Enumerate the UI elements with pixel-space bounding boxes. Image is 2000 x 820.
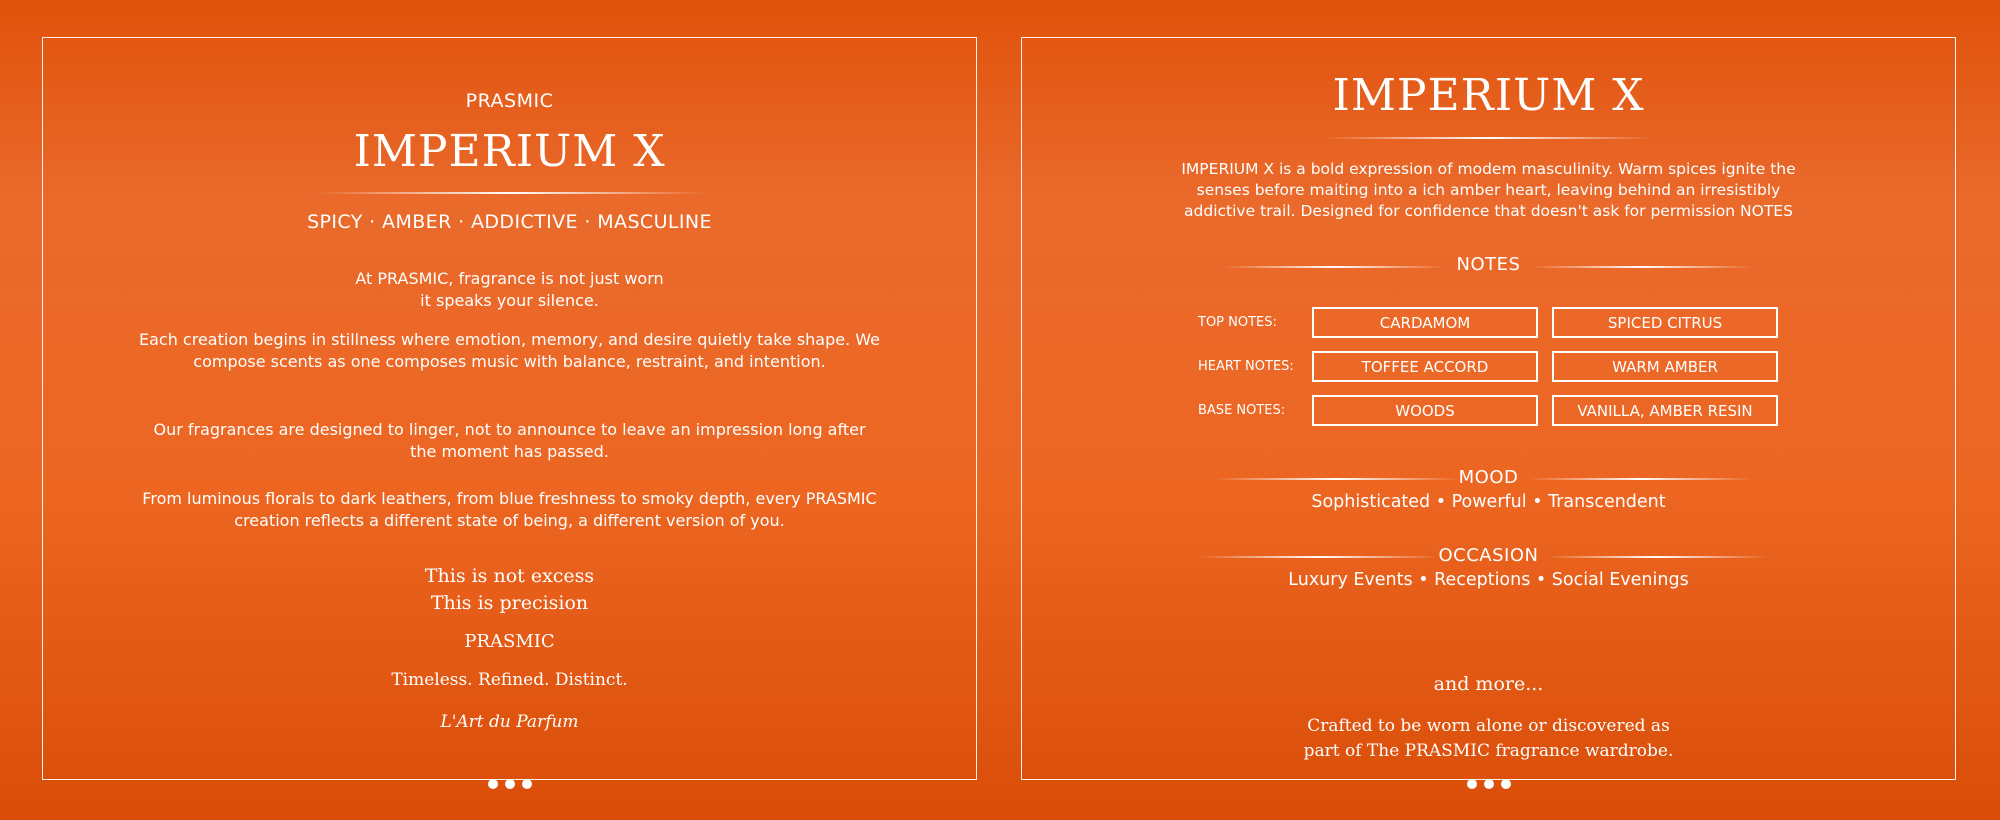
mood-rule-right [1530,478,1752,480]
title-divider [316,192,706,194]
closing-text [1022,714,1955,764]
top-notes-label: TOP NOTES: [1198,315,1277,330]
product-tagline: SPICY · AMBER · ADDICTIVE · MASCULINE [307,211,712,233]
intro-text [43,268,976,312]
intro-line: At PRASMIC, fragrance is not just worn [355,269,664,288]
title-divider [1324,137,1654,139]
note-tag: VANILLA, AMBER RESIN [1552,395,1778,426]
brand-signature: PRASMIC [464,631,555,652]
mood-values: Sophisticated • Powerful • Transcendent [1311,492,1666,512]
paragraph: Each creation begins in stillness where emotion, memory, and desire quietly take shape. We compose scents as one composes music with balance, restraint, and intention. [138,330,881,371]
note-tag: TOFFEE ACCORD [1312,351,1538,382]
page-dot[interactable] [1501,779,1511,789]
intro-line: it speaks your silence. [420,291,599,310]
right-panel [1021,37,1956,780]
note-tag: WOODS [1312,395,1538,426]
closing-line: part of The PRASMIC fragrance wardrobe. [1303,741,1674,761]
and-more-text: and more... [1433,673,1544,695]
note-tag: WARM AMBER [1552,351,1778,382]
motto-line: This is precision [430,592,589,614]
motto-line: This is not excess [424,565,595,587]
product-title: IMPERIUM X [353,126,666,177]
mood-heading: MOOD [1458,467,1519,488]
note-tag: SPICED CITRUS [1552,307,1778,338]
notes-heading: NOTES [1456,254,1521,275]
closing-line: Crafted to be worn alone or discovered as [1307,716,1670,736]
heart-notes-label: HEART NOTES: [1198,359,1294,374]
page-dot[interactable] [1484,779,1494,789]
page-dot[interactable] [1467,779,1477,789]
notes-rule-right [1532,266,1752,268]
product-title: IMPERIUM X [1332,70,1645,121]
top-notes-row [1198,307,1792,338]
page-dot[interactable] [522,779,532,789]
page-dots[interactable] [1467,779,1511,789]
heart-notes-row [1198,351,1792,382]
page-dot[interactable] [505,779,515,789]
brand-label: PRASMIC [465,90,554,112]
script-tagline: L'Art du Parfum [440,712,579,732]
page-dots[interactable] [488,779,532,789]
left-panel [42,37,977,780]
note-tag: CARDAMOM [1312,307,1538,338]
base-notes-label: BASE NOTES: [1198,403,1286,418]
page-dot[interactable] [488,779,498,789]
occasion-rule-right [1546,556,1767,558]
base-notes-row [1198,395,1792,426]
slogan: Timeless. Refined. Distinct. [391,670,628,690]
motto [43,563,976,617]
occasion-values: Luxury Events • Receptions • Social Evenings [1288,570,1689,590]
paragraph: Our fragrances are designed to linger, not to announce to leave an impression long after the moment has passed. [153,420,866,461]
product-description: IMPERIUM X is a bold expression of modem masculinity. Warm spices ignite the senses before maiting into a ich amber heart, leaving behind an irresistibly addictive trail. Designed for confidence that doesn't ask for permission NOTES [1181,160,1796,220]
occasion-heading: OCCASION [1438,545,1539,566]
paragraph: From luminous florals to dark leathers, from blue freshness to smoky depth, every PRASMIC creation reflects a different state of being, a different version of you. [142,489,877,530]
